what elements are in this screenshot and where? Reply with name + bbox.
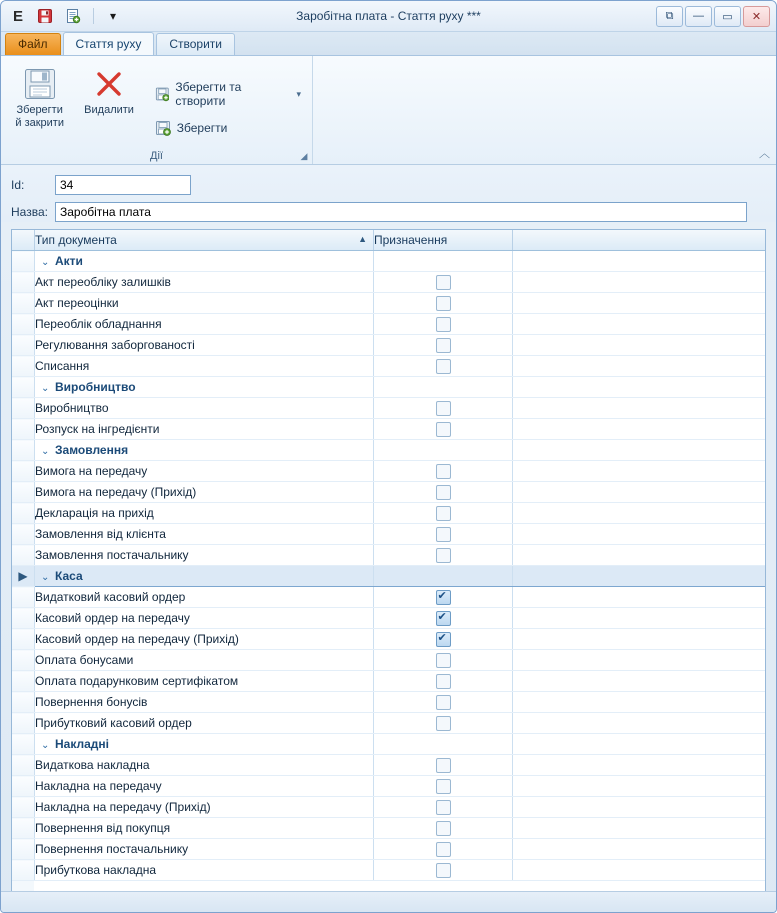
document-type-label: Видаткова накладна (35, 758, 150, 772)
document-type-cell (35, 461, 374, 482)
purpose-checkbox[interactable] (436, 401, 451, 416)
column-header-filler (513, 230, 766, 251)
row-filler-cell (513, 692, 766, 713)
row-selector-cell[interactable] (12, 545, 35, 566)
row-selector-cell[interactable] (12, 503, 35, 524)
id-label: Id: (11, 178, 25, 192)
row-selector-cell[interactable] (12, 734, 35, 755)
sort-ascending-icon: ▲ (358, 234, 367, 244)
quick-access-toolbar (1, 5, 122, 27)
group-label: Каса (55, 569, 83, 583)
grid-group-row[interactable] (12, 734, 765, 755)
row-selector-cell[interactable] (12, 398, 35, 419)
document-type-cell (35, 608, 374, 629)
purpose-checkbox[interactable] (436, 653, 451, 668)
document-type-label: Списання (35, 359, 90, 373)
table-row[interactable] (12, 482, 765, 503)
purpose-checkbox[interactable] (436, 296, 451, 311)
purpose-cell[interactable] (374, 629, 513, 650)
row-selector-cell[interactable] (12, 461, 35, 482)
save-and-close-label-line1: Зберегти (16, 104, 63, 116)
save-icon (23, 67, 57, 101)
expand-collapse-icon[interactable]: ⌄ (41, 740, 50, 751)
document-type-cell (35, 356, 374, 377)
document-type-cell (35, 839, 374, 860)
name-label: Назва: (11, 205, 48, 219)
record-form (1, 165, 776, 222)
name-input[interactable] (55, 202, 747, 222)
purpose-checkbox[interactable] (436, 821, 451, 836)
purpose-checkbox[interactable] (436, 359, 451, 374)
close-button[interactable]: ✕ (743, 6, 770, 27)
document-type-cell (35, 545, 374, 566)
document-type-cell (35, 398, 374, 419)
document-type-label: Замовлення постачальнику (35, 548, 189, 562)
row-filler-cell (513, 755, 766, 776)
document-type-label: Повернення постачальнику (35, 842, 189, 856)
row-filler-cell (513, 566, 766, 587)
purpose-cell[interactable] (374, 356, 513, 377)
row-selector-cell[interactable] (12, 272, 35, 293)
document-type-cell (35, 419, 374, 440)
purpose-checkbox[interactable] (436, 863, 451, 878)
table-row[interactable] (12, 692, 765, 713)
grid-group-row[interactable] (12, 377, 765, 398)
delete-button[interactable] (74, 62, 143, 122)
group-label: Акти (55, 254, 83, 268)
purpose-cell[interactable] (374, 440, 513, 461)
collapse-ribbon-icon[interactable]: ︿ (759, 148, 770, 160)
document-type-label: Переоблік обладнання (35, 317, 162, 331)
purpose-checkbox[interactable] (436, 695, 451, 710)
row-filler-cell (513, 293, 766, 314)
purpose-checkbox[interactable] (436, 485, 451, 500)
row-selector-cell[interactable] (12, 482, 35, 503)
purpose-cell[interactable] (374, 251, 513, 272)
id-input[interactable] (55, 175, 191, 195)
row-filler-cell (513, 377, 766, 398)
row-selector-cell[interactable] (12, 314, 35, 335)
group-label: Накладні (55, 737, 109, 751)
document-type-label: Оплата подарунковим сертифікатом (35, 674, 239, 688)
table-row[interactable] (12, 755, 765, 776)
table-row[interactable] (12, 335, 765, 356)
purpose-cell[interactable] (374, 482, 513, 503)
delete-x-icon (92, 67, 126, 101)
row-filler-cell (513, 356, 766, 377)
purpose-cell[interactable] (374, 398, 513, 419)
app-logo-letter: E (12, 7, 23, 25)
document-type-label: Розпуск на інгредієнти (35, 422, 160, 436)
save-and-create-label: Зберегти та створити (175, 80, 242, 108)
row-selector-cell[interactable] (12, 818, 35, 839)
table-row[interactable] (12, 587, 765, 608)
row-selector-cell[interactable] (12, 251, 35, 272)
row-filler-cell (513, 587, 766, 608)
minimize-button[interactable]: — (685, 6, 712, 27)
row-filler-cell (513, 524, 766, 545)
purpose-cell[interactable] (374, 608, 513, 629)
row-selector-cell[interactable] (12, 377, 35, 398)
purpose-cell[interactable] (374, 419, 513, 440)
row-filler-cell (513, 860, 766, 881)
ribbon-group-actions (1, 56, 313, 164)
row-filler-cell (513, 251, 766, 272)
table-row[interactable] (12, 671, 765, 692)
ribbon-tabs (1, 32, 776, 56)
save-icon[interactable] (34, 5, 56, 27)
document-type-label: Повернення бонусів (35, 695, 148, 709)
row-filler-cell (513, 503, 766, 524)
id-field-row (11, 175, 766, 195)
purpose-checkbox[interactable] (436, 338, 451, 353)
row-selector-cell[interactable] (12, 713, 35, 734)
purpose-checkbox-checked[interactable] (436, 590, 451, 605)
purpose-cell[interactable] (374, 755, 513, 776)
row-filler-cell (513, 482, 766, 503)
document-type-cell (35, 797, 374, 818)
chevron-down-icon[interactable]: ▾ (296, 88, 301, 99)
purpose-cell[interactable] (374, 797, 513, 818)
purpose-cell[interactable] (374, 314, 513, 335)
row-selector-cell[interactable] (12, 629, 35, 650)
grid-group-row[interactable] (12, 566, 765, 587)
document-type-label: Видатковий касовий ордер (35, 590, 186, 604)
row-selector-cell[interactable] (12, 335, 35, 356)
purpose-cell[interactable] (374, 713, 513, 734)
document-type-label: Регулювання заборгованості (35, 338, 195, 352)
row-filler-cell (513, 818, 766, 839)
row-selector-cell[interactable]: ▶ (12, 566, 35, 587)
purpose-cell[interactable] (374, 503, 513, 524)
row-filler-cell (513, 608, 766, 629)
row-selector-cell[interactable] (12, 608, 35, 629)
qat-dropdown-glyph: ▾ (109, 9, 117, 23)
document-type-label: Замовлення від клієнта (35, 527, 166, 541)
document-type-label: Касовий ордер на передачу (35, 611, 190, 625)
group-label: Виробництво (55, 380, 136, 394)
document-type-label: Повернення від покупця (35, 821, 171, 835)
document-type-label: Оплата бонусами (35, 653, 134, 667)
save-and-close-label-line2: й закрити (15, 117, 64, 129)
document-type-cell (35, 482, 374, 503)
expand-collapse-icon[interactable]: ⌄ (41, 446, 50, 457)
save-icon (155, 120, 171, 136)
table-row[interactable] (12, 629, 765, 650)
document-type-label: Прибуткова накладна (35, 863, 157, 877)
purpose-checkbox[interactable] (436, 527, 451, 542)
document-type-cell (35, 776, 374, 797)
purpose-checkbox[interactable] (436, 716, 451, 731)
column-header-purpose[interactable] (374, 230, 513, 251)
purpose-cell[interactable] (374, 293, 513, 314)
row-filler-cell (513, 671, 766, 692)
document-type-cell (35, 860, 374, 881)
table-row[interactable] (12, 398, 765, 419)
purpose-checkbox[interactable] (436, 464, 451, 479)
document-type-cell (35, 587, 374, 608)
table-row[interactable] (12, 293, 765, 314)
table-row[interactable] (12, 545, 765, 566)
document-type-cell (35, 671, 374, 692)
table-row[interactable] (12, 419, 765, 440)
document-type-cell (35, 524, 374, 545)
dialog-launcher-icon[interactable]: ◢ (300, 151, 308, 161)
purpose-cell[interactable] (374, 692, 513, 713)
purpose-checkbox[interactable] (436, 317, 451, 332)
grid-group-row[interactable] (12, 440, 765, 461)
purpose-cell[interactable] (374, 377, 513, 398)
table-row[interactable] (12, 713, 765, 734)
document-type-cell (35, 335, 374, 356)
document-type-label: Накладна на передачу (Прихід) (35, 800, 211, 814)
row-selector-cell[interactable] (12, 419, 35, 440)
row-selector-cell[interactable] (12, 587, 35, 608)
purpose-cell[interactable] (374, 671, 513, 692)
save-button[interactable] (150, 116, 308, 140)
grid-group-row[interactable] (12, 251, 765, 272)
purpose-cell[interactable] (374, 776, 513, 797)
app-logo-icon (8, 6, 28, 26)
document-type-label: Касовий ордер на передачу (Прихід) (35, 632, 239, 646)
document-type-cell (35, 272, 374, 293)
purpose-checkbox[interactable] (436, 758, 451, 773)
purpose-checkbox[interactable] (436, 674, 451, 689)
row-filler-cell (513, 461, 766, 482)
purpose-cell[interactable] (374, 272, 513, 293)
purpose-cell[interactable] (374, 461, 513, 482)
document-type-cell (35, 629, 374, 650)
ribbon-group-title: Дії (150, 150, 163, 162)
row-filler-cell (513, 440, 766, 461)
purpose-cell[interactable] (374, 818, 513, 839)
document-type-label: Прибутковий касовий ордер (35, 716, 192, 730)
row-selector-cell[interactable] (12, 755, 35, 776)
grid-header-row (12, 230, 765, 251)
column-header-type-label: Тип документа (35, 233, 117, 247)
title-bar (1, 1, 776, 32)
document-type-cell (35, 692, 374, 713)
document-type-label: Виробництво (35, 401, 109, 415)
row-filler-cell (513, 419, 766, 440)
purpose-cell[interactable] (374, 650, 513, 671)
row-filler-cell (513, 398, 766, 419)
document-type-cell (35, 818, 374, 839)
purpose-checkbox[interactable] (436, 506, 451, 521)
row-filler-cell (513, 839, 766, 860)
group-name-cell (35, 566, 374, 587)
purpose-cell[interactable] (374, 734, 513, 755)
window-controls (656, 6, 776, 27)
document-type-cell (35, 503, 374, 524)
row-selector-cell[interactable] (12, 650, 35, 671)
ribbon-small-buttons (150, 62, 308, 140)
tab-file[interactable]: Файл (5, 33, 61, 55)
window-title: Заробітна плата - Стаття руху *** (296, 9, 481, 23)
row-selector-cell[interactable] (12, 839, 35, 860)
row-selector-cell[interactable] (12, 671, 35, 692)
document-type-label: Акт переоцінки (35, 296, 119, 310)
table-row[interactable] (12, 272, 765, 293)
row-filler-cell (513, 713, 766, 734)
purpose-cell[interactable] (374, 587, 513, 608)
purpose-checkbox[interactable] (436, 779, 451, 794)
delete-label: Видалити (84, 104, 134, 116)
maximize-button[interactable]: ▭ (714, 6, 741, 27)
table-row[interactable] (12, 503, 765, 524)
purpose-checkbox[interactable] (436, 842, 451, 857)
purpose-cell[interactable] (374, 566, 513, 587)
new-document-icon[interactable] (62, 5, 84, 27)
row-filler-cell (513, 776, 766, 797)
row-selector-cell[interactable] (12, 776, 35, 797)
expand-collapse-icon[interactable]: ⌄ (41, 383, 50, 394)
name-field-row (11, 202, 766, 222)
document-type-label: Вимога на передачу (35, 464, 148, 478)
column-header-purpose-label: Призначення (374, 233, 448, 247)
table-row[interactable] (12, 314, 765, 335)
row-filler-cell (513, 335, 766, 356)
save-label: Зберегти (176, 121, 228, 135)
document-type-cell (35, 755, 374, 776)
grid-body (12, 251, 765, 881)
table-row[interactable] (12, 524, 765, 545)
expand-collapse-icon[interactable]: ⌄ (41, 572, 50, 583)
row-filler-cell (513, 272, 766, 293)
restore-down-button[interactable]: ⧉ (656, 6, 683, 27)
group-name-cell (35, 440, 374, 461)
row-selector-cell[interactable] (12, 797, 35, 818)
row-selector-cell[interactable] (12, 692, 35, 713)
row-selector-cell[interactable] (12, 860, 35, 881)
table-row[interactable] (12, 650, 765, 671)
table-row[interactable] (12, 776, 765, 797)
document-type-label: Декларація на прихід (35, 506, 154, 520)
purpose-checkbox[interactable] (436, 800, 451, 815)
table-row[interactable] (12, 356, 765, 377)
row-filler-cell (513, 629, 766, 650)
save-and-create-button[interactable] (150, 76, 308, 112)
group-name-cell (35, 734, 374, 755)
group-label: Замовлення (55, 443, 129, 457)
status-bar (1, 891, 776, 912)
tab-create[interactable]: Створити (156, 33, 235, 55)
column-header-type[interactable] (35, 230, 374, 251)
group-name-cell (35, 251, 374, 272)
row-selector-cell[interactable] (12, 440, 35, 461)
row-selector-header (12, 230, 35, 251)
tab-article[interactable]: Стаття руху (63, 32, 155, 55)
table-row[interactable] (12, 608, 765, 629)
table-row[interactable] (12, 839, 765, 860)
row-filler-cell (513, 314, 766, 335)
save-icon (155, 86, 170, 102)
save-and-close-button[interactable] (5, 62, 74, 135)
document-type-cell (35, 713, 374, 734)
document-type-label: Накладна на передачу (35, 779, 162, 793)
table-row[interactable] (12, 461, 765, 482)
document-type-cell (35, 650, 374, 671)
document-types-grid[interactable] (11, 229, 766, 913)
table-row[interactable] (12, 860, 765, 881)
purpose-checkbox-checked[interactable] (436, 611, 451, 626)
row-filler-cell (513, 734, 766, 755)
purpose-checkbox[interactable] (436, 548, 451, 563)
document-type-label: Акт переобліку залишків (35, 275, 171, 289)
row-filler-cell (513, 797, 766, 818)
document-type-label: Вимога на передачу (Прихід) (35, 485, 197, 499)
purpose-cell[interactable] (374, 524, 513, 545)
ribbon (1, 56, 776, 165)
purpose-cell[interactable] (374, 839, 513, 860)
purpose-checkbox-checked[interactable] (436, 632, 451, 647)
purpose-cell[interactable] (374, 860, 513, 881)
table-row[interactable] (12, 818, 765, 839)
row-selector-cell[interactable] (12, 293, 35, 314)
chevron-down-icon[interactable] (103, 6, 122, 26)
purpose-checkbox[interactable] (436, 422, 451, 437)
row-filler-cell (513, 650, 766, 671)
expand-collapse-icon[interactable]: ⌄ (41, 257, 50, 268)
document-type-cell (35, 314, 374, 335)
toolbar-separator (93, 8, 94, 24)
purpose-cell[interactable] (374, 335, 513, 356)
row-filler-cell (513, 545, 766, 566)
document-type-cell (35, 293, 374, 314)
row-selector-cell[interactable] (12, 524, 35, 545)
purpose-checkbox[interactable] (436, 275, 451, 290)
row-selector-cell[interactable] (12, 356, 35, 377)
purpose-cell[interactable] (374, 545, 513, 566)
table-row[interactable] (12, 797, 765, 818)
group-name-cell (35, 377, 374, 398)
